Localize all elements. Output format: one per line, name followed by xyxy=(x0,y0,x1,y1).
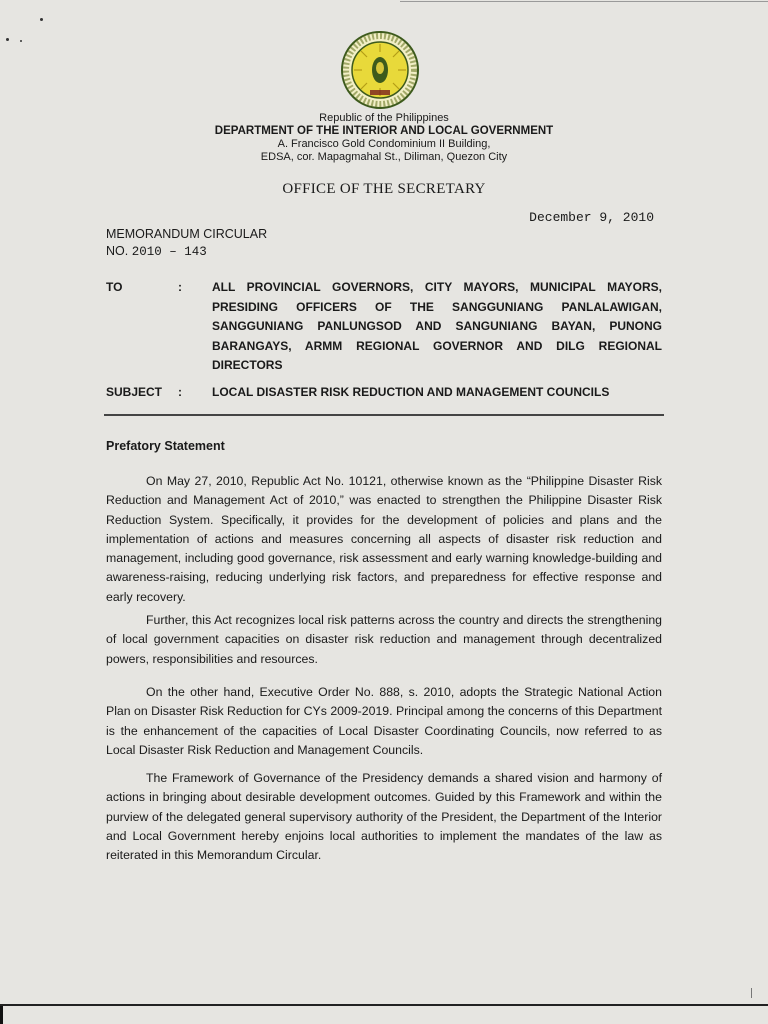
department-name: DEPARTMENT OF THE INTERIOR AND LOCAL GOVERNMENT xyxy=(214,125,554,137)
subject-label: SUBJECT xyxy=(106,385,163,399)
to-label: TO xyxy=(106,280,123,294)
scan-top-line xyxy=(400,1,768,2)
dilg-seal-icon xyxy=(340,30,420,110)
paragraph: On May 27, 2010, Republic Act No. 10121, otherwise known as the “Philippine Disaster Risk Reduction and Management Act of 2010,” was enacted to strengthen the Philippine Disaster Risk Reduction System. Specifically, it provides for the development of policies and plans and the implementation of actions and measures concerning all aspects of disaster risk reduction and management, including good governance, risk assessment and early warning knowledge-building and awareness-raising, reducing underlying risk factors, and preparedness for effective response and early recovery. xyxy=(106,474,662,604)
address-line-2: EDSA, cor. Mapagmahal St., Diliman, Quezon City xyxy=(260,151,508,163)
memo-date: December 9, 2010 xyxy=(529,210,654,225)
to-colon: : xyxy=(178,280,182,294)
office-title: OFFICE OF THE SECRETARY xyxy=(282,181,486,197)
memo-number-line xyxy=(106,243,207,261)
address-line-1: A. Francisco Gold Condominium II Building, xyxy=(277,138,491,150)
paragraph: On the other hand, Executive Order No. 888, s. 2010, adopts the Strategic National Action Plan on Disaster Risk Reduction for CYs 2009-2019. Principal among the concerns of this Department is the enhancement of the capacities of Local Disaster Coordinating Councils, now referred to as Local Disaster Risk Reduction and Management Councils. xyxy=(106,685,662,757)
scan-bottom-line xyxy=(0,1004,768,1006)
scan-mark xyxy=(751,988,752,998)
subject-text: LOCAL DISASTER RISK REDUCTION AND MANAGEMENT COUNCILS xyxy=(212,385,610,399)
memo-type: MEMORANDUM CIRCULAR xyxy=(106,227,268,241)
subject-colon: : xyxy=(178,385,182,399)
memo-number-label: NO. xyxy=(106,244,129,258)
section-title: Prefatory Statement xyxy=(106,439,225,453)
scan-speck xyxy=(6,38,9,41)
paragraph: Further, this Act recognizes local risk patterns across the country and directs the strengthening of local government capacities on disaster risk reduction and management through decentralized powers, responsibilities and resources. xyxy=(106,613,662,666)
scan-speck xyxy=(40,18,43,21)
republic-line: Republic of the Philippines xyxy=(319,112,449,124)
paragraph: The Framework of Governance of the Presidency demands a shared vision and harmony of actions in bringing about desirable development outcomes. Guided by this Framework and within the purview of the delegated general supervisory authority of the President, the Department of the Interior and Local Government hereby enjoins local authorities to implement the mandates of the law as reiterated in this Memorandum Circular. xyxy=(106,771,662,863)
memo-number: 2010 – 143 xyxy=(131,245,207,259)
scan-speck xyxy=(20,40,22,42)
scan-left-mark xyxy=(0,1006,3,1024)
to-recipients: ALL PROVINCIAL GOVERNORS, CITY MAYORS, MUNICIPAL MAYORS, PRESIDING OFFICERS OF THE SANGGUNIANG PANLALAWIGAN, SANGGUNIANG PANLUNGSOD AND SANGUNIANG BAYAN, PUNONG BARANGAYS, ARMM REGIONAL GOVERNOR AND DILG REGIONAL DIRECTORS xyxy=(212,280,662,372)
header-divider xyxy=(104,414,664,416)
